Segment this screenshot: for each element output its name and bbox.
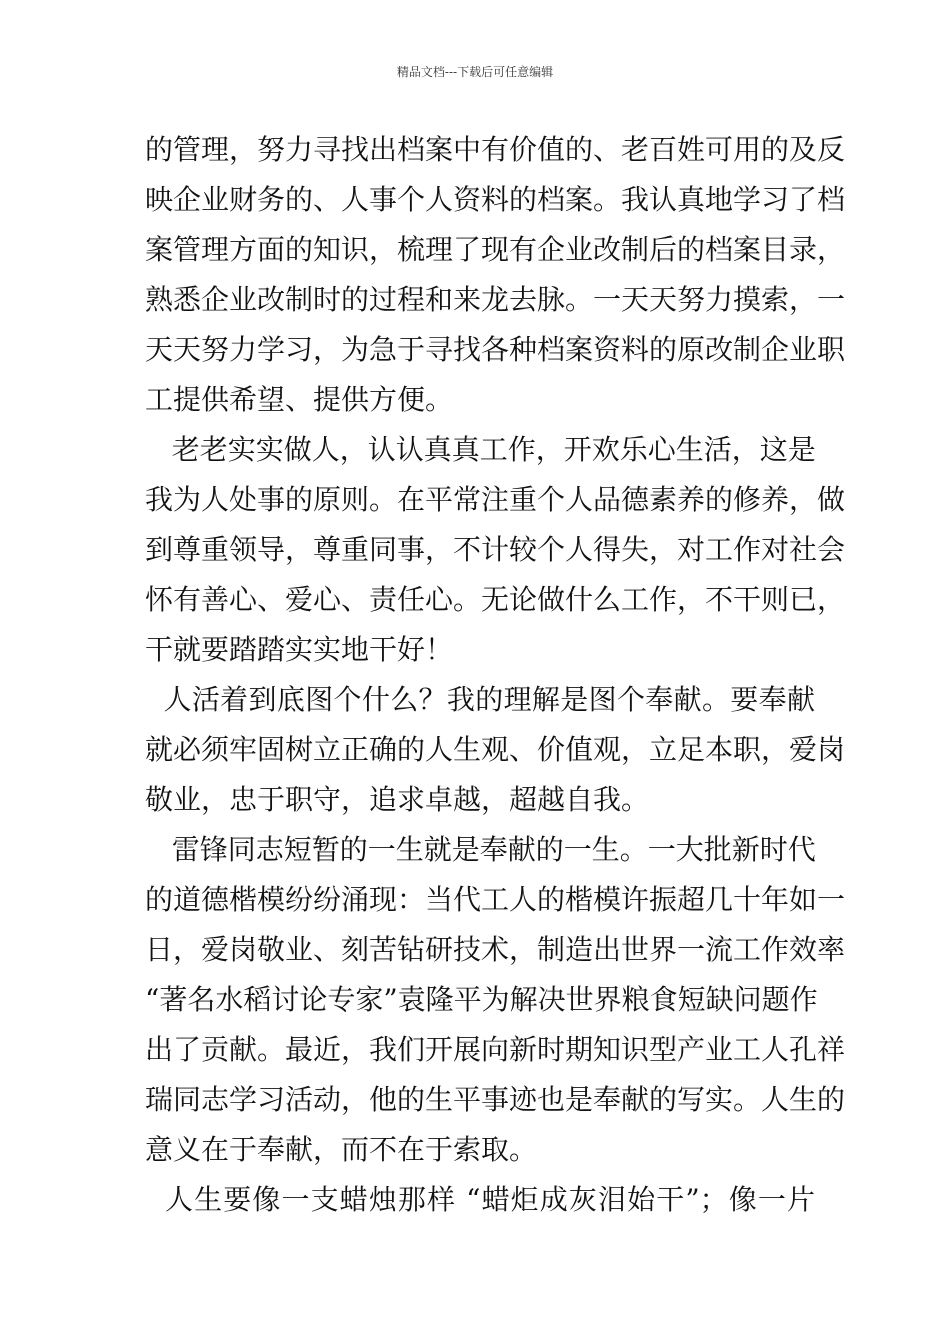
text-line: 怀有善心、爱心、责任心。无论做什么工作，不干则已， [145, 583, 846, 616]
text-line: 雷锋同志短暂的一生就是奉献的一生。一大批新时代 [145, 833, 816, 866]
text-line: 人生要像一支蜡烛那样 “蜡炬成灰泪始干”；像一片 [145, 1183, 815, 1216]
text-line: 熟悉企业改制时的过程和来龙去脉。一天天努力摸索，一 [145, 283, 846, 316]
text-line: 工提供希望、提供方便。 [145, 383, 454, 416]
text-line: 人活着到底图个什么？我的理解是图个奉献。要奉献 [145, 683, 815, 716]
text-line: 就必须牢固树立正确的人生观、价值观，立足本职，爱岗 [145, 733, 846, 766]
text-line: 案管理方面的知识，梳理了现有企业改制后的档案目录， [145, 233, 846, 266]
text-line: 干就要踏踏实实地干好！ [145, 633, 454, 666]
text-line: 我为人处事的原则。在平常注重个人品德素养的修养，做 [145, 483, 846, 516]
text-line: 出了贡献。最近，我们开展向新时期知识型产业工人孔祥 [145, 1033, 846, 1066]
text-line: “著名水稻讨论专家”袁隆平为解决世界粮食短缺问题作 [145, 983, 818, 1016]
page-header: 精品文档---下载后可任意编辑 [396, 65, 554, 79]
text-line: 日，爱岗敬业、刻苦钻研技术，制造出世界一流工作效率 [145, 933, 846, 966]
text-line: 敬业，忠于职守，追求卓越，超越自我。 [145, 783, 650, 816]
text-line: 到尊重领导，尊重同事，不计较个人得失，对工作对社会 [145, 533, 846, 566]
text-line: 的管理，努力寻找出档案中有价值的、老百姓可用的及反 [145, 133, 846, 166]
text-line: 映企业财务的、人事个人资料的档案。我认真地学习了档 [145, 183, 846, 216]
text-line: 天天努力学习，为急于寻找各种档案资料的原改制企业职 [145, 333, 846, 366]
text-line: 的道德楷模纷纷涌现：当代工人的楷模许振超几十年如一 [145, 883, 846, 916]
text-line: 意义在于奉献，而不在于索取。 [145, 1133, 538, 1166]
text-line: 瑞同志学习活动，他的生平事迹也是奉献的写实。人生的 [145, 1083, 846, 1116]
text-line: 老老实实做人，认认真真工作，开欢乐心生活，这是 [145, 433, 816, 466]
